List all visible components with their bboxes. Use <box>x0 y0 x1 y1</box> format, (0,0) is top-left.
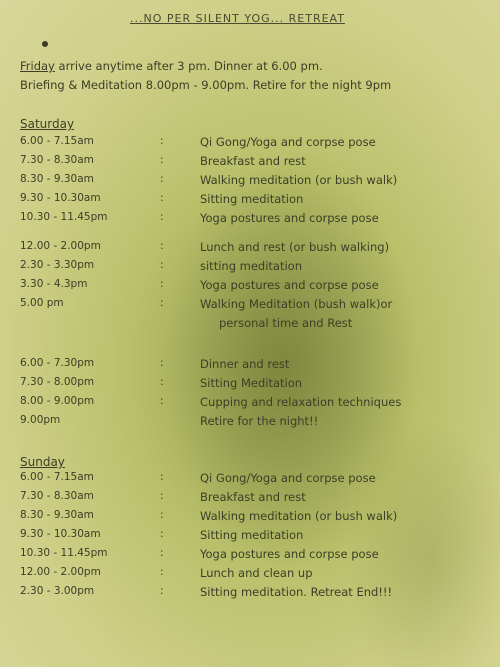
schedule-activity: Qi Gong/Yoga and corpse pose <box>200 135 376 149</box>
schedule-activity: Walking meditation (or bush walk) <box>200 173 398 187</box>
schedule-separator: : <box>160 490 164 502</box>
schedule-activity: Sitting meditation <box>200 192 304 206</box>
schedule-activity: Lunch and rest (or bush walking) <box>200 240 390 254</box>
schedule-time: 12.00 - 2.00pm <box>20 240 101 252</box>
schedule-time: 6.00 - 7.15am <box>20 135 94 147</box>
schedule-time: 7.30 - 8.30am <box>20 154 94 166</box>
schedule-separator: : <box>160 357 164 369</box>
schedule-activity: Walking meditation (or bush walk) <box>200 509 398 523</box>
schedule-activity: Qi Gong/Yoga and corpse pose <box>200 471 376 485</box>
schedule-time: 6.00 - 7.30pm <box>20 357 95 369</box>
schedule-activity: Yoga postures and corpse pose <box>200 278 379 292</box>
schedule-separator: : <box>160 154 164 166</box>
schedule-time: 7.30 - 8.00pm <box>20 376 95 388</box>
schedule-activity: Sitting meditation <box>200 528 304 542</box>
friday-day-label: Friday <box>20 59 55 73</box>
schedule-activity: Sitting meditation. Retreat End!!! <box>200 585 393 599</box>
schedule-activity: personal time and Rest <box>219 316 353 330</box>
schedule-time: 9.30 - 10.30am <box>20 528 101 540</box>
schedule-time: 8.30 - 9.30am <box>20 509 94 521</box>
friday-line-2: Briefing & Meditation 8.00pm - 9.00pm. Retire for the night 9pm <box>20 78 392 92</box>
schedule-time: 8.30 - 9.30am <box>20 173 94 185</box>
schedule-activity: Dinner and rest <box>200 357 290 371</box>
schedule-separator: : <box>160 395 164 407</box>
friday-line-1 <box>20 57 391 76</box>
schedule-separator: : <box>160 135 164 147</box>
saturday-heading: Saturday <box>20 117 75 131</box>
schedule-separator: : <box>160 192 164 204</box>
schedule-separator: : <box>160 173 164 185</box>
schedule-separator: : <box>160 376 164 388</box>
schedule-time: 3.30 - 4.3pm <box>20 278 88 290</box>
schedule-separator: : <box>160 585 164 597</box>
schedule-activity: Breakfast and rest <box>200 490 306 504</box>
schedule-activity: Cupping and relaxation techniques <box>200 395 402 409</box>
punch-hole <box>42 41 48 47</box>
schedule-separator: : <box>160 240 164 252</box>
schedule-activity: Yoga postures and corpse pose <box>200 547 379 561</box>
schedule-activity: Sitting Meditation <box>200 376 303 390</box>
schedule-time: 7.30 - 8.30am <box>20 490 94 502</box>
page-title: ...NO PER SILENT YOG... RETREAT <box>130 12 345 25</box>
schedule-time: 9.00pm <box>20 414 61 426</box>
friday-block <box>20 57 391 95</box>
schedule-separator: : <box>160 528 164 540</box>
schedule-separator: : <box>160 566 164 578</box>
schedule-separator: : <box>160 278 164 290</box>
schedule-time: 2.30 - 3.00pm <box>20 585 95 597</box>
schedule-separator: : <box>160 509 164 521</box>
schedule-time: 8.00 - 9.00pm <box>20 395 95 407</box>
sunday-heading: Sunday <box>20 455 65 469</box>
schedule-activity: sitting meditation <box>200 259 303 273</box>
schedule-activity: Retire for the night!! <box>200 414 319 428</box>
schedule-time: 10.30 - 11.45pm <box>20 547 108 559</box>
schedule-separator: : <box>160 297 164 309</box>
schedule-time: 6.00 - 7.15am <box>20 471 94 483</box>
schedule-separator: : <box>160 471 164 483</box>
schedule-separator: : <box>160 547 164 559</box>
schedule-time: 9.30 - 10.30am <box>20 192 101 204</box>
schedule-activity: Lunch and clean up <box>200 566 313 580</box>
schedule-separator: : <box>160 211 164 223</box>
friday-arrival-text: arrive anytime after 3 pm. Dinner at 6.00 pm. <box>58 59 323 73</box>
schedule-separator: : <box>160 259 164 271</box>
schedule-activity: Yoga postures and corpse pose <box>200 211 379 225</box>
schedule-activity: Breakfast and rest <box>200 154 306 168</box>
schedule-activity: Walking Meditation (bush walk)or <box>200 297 393 311</box>
schedule-time: 12.00 - 2.00pm <box>20 566 101 578</box>
schedule-time: 5.00 pm <box>20 297 64 309</box>
schedule-time: 10.30 - 11.45pm <box>20 211 108 223</box>
schedule-time: 2.30 - 3.30pm <box>20 259 95 271</box>
